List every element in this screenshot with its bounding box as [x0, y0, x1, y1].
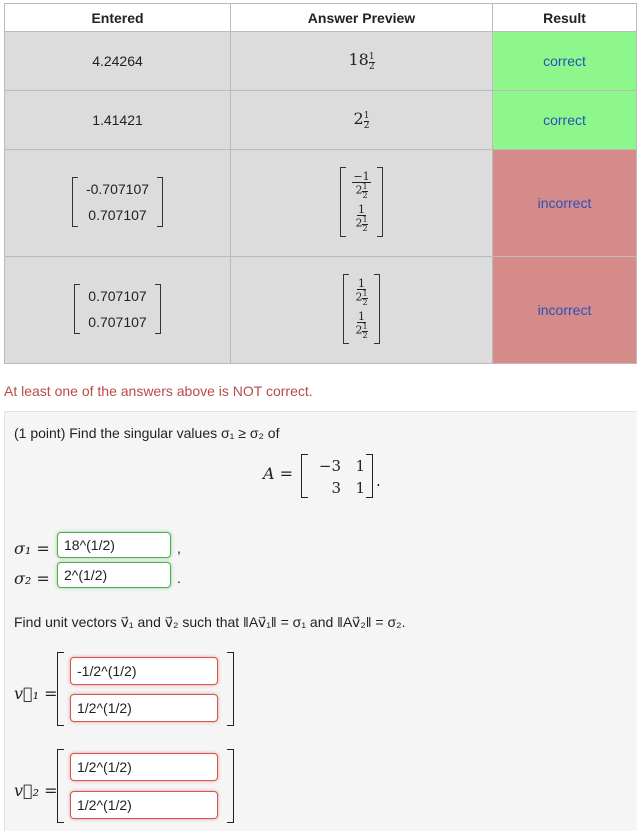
entered-vector: -0.707107 0.707107: [72, 177, 163, 227]
v1-top-input[interactable]: [70, 657, 218, 685]
matrix-label: A =: [263, 464, 294, 483]
matrix-entry: 1: [355, 479, 365, 497]
feedback-message: At least one of the answers above is NOT correct.: [4, 383, 313, 399]
problem-panel: [4, 411, 637, 831]
matrix-right-bracket: [366, 454, 373, 498]
header-entered: Entered: [5, 4, 231, 32]
table-row: [5, 32, 637, 91]
preview-vector: 1 2 $\frac{1}{2}$ 1 2 $\frac{1}{2}$: [343, 274, 379, 344]
entered-cell: 4.24264: [5, 32, 231, 91]
entered-cell: [5, 257, 231, 364]
vectors-instruction: Find unit vectors v⃗₁ and v⃗₂ such that ‖Av⃗₁‖ = σ₁ and ‖Av⃗₂‖ = σ₂.: [14, 614, 406, 630]
result-cell: incorrect: [493, 150, 637, 257]
matrix-entry: 1: [355, 457, 365, 475]
v2-left-bracket: [57, 749, 64, 823]
matrix-a: [311, 457, 365, 497]
result-cell: incorrect: [493, 257, 637, 364]
sigma2-period: .: [177, 570, 181, 586]
results-table: [4, 3, 637, 364]
v1-label: v⃗₁ =: [14, 684, 58, 703]
matrix-period: .: [376, 472, 381, 490]
table-row: [5, 257, 637, 364]
sigma2-label: σ₂ =: [14, 569, 50, 588]
preview-cell: 2 $\frac{1}{2}$: [231, 91, 493, 150]
header-result: Result: [493, 4, 637, 32]
matrix-entry: 3: [331, 479, 341, 497]
entered-cell: [5, 150, 231, 257]
problem-intro: (1 point) Find the singular values σ₁ ≥ σ₂ of: [14, 425, 280, 441]
header-answer-preview: Answer Preview: [231, 4, 493, 32]
sigma1-input[interactable]: [57, 532, 171, 558]
sigma2-input[interactable]: [57, 562, 171, 588]
result-cell: correct: [493, 91, 637, 150]
v1-bottom-input[interactable]: [70, 694, 218, 722]
v1-right-bracket: [227, 652, 234, 726]
v2-bottom-input[interactable]: [70, 791, 218, 819]
v2-right-bracket: [227, 749, 234, 823]
result-cell: correct: [493, 32, 637, 91]
v2-top-input[interactable]: [70, 753, 218, 781]
table-row: [5, 91, 637, 150]
entered-vector: 0.707107 0.707107: [74, 284, 160, 334]
matrix-left-bracket: [301, 454, 308, 498]
sigma1-label: σ₁ =: [14, 539, 50, 558]
preview-cell: [231, 257, 493, 364]
entered-cell: 1.41421: [5, 91, 231, 150]
v1-left-bracket: [57, 652, 64, 726]
v2-label: v⃗₂ =: [14, 781, 58, 800]
preview-vector: −1 2 $\frac{1}{2}$ 1 2 $\frac{1}{2}$: [340, 167, 382, 237]
matrix-entry: −3: [318, 457, 341, 475]
table-row: [5, 150, 637, 257]
preview-cell: [231, 150, 493, 257]
sigma1-comma: ,: [177, 540, 181, 556]
preview-cell: 18 $\frac{1}{2}$: [231, 32, 493, 91]
